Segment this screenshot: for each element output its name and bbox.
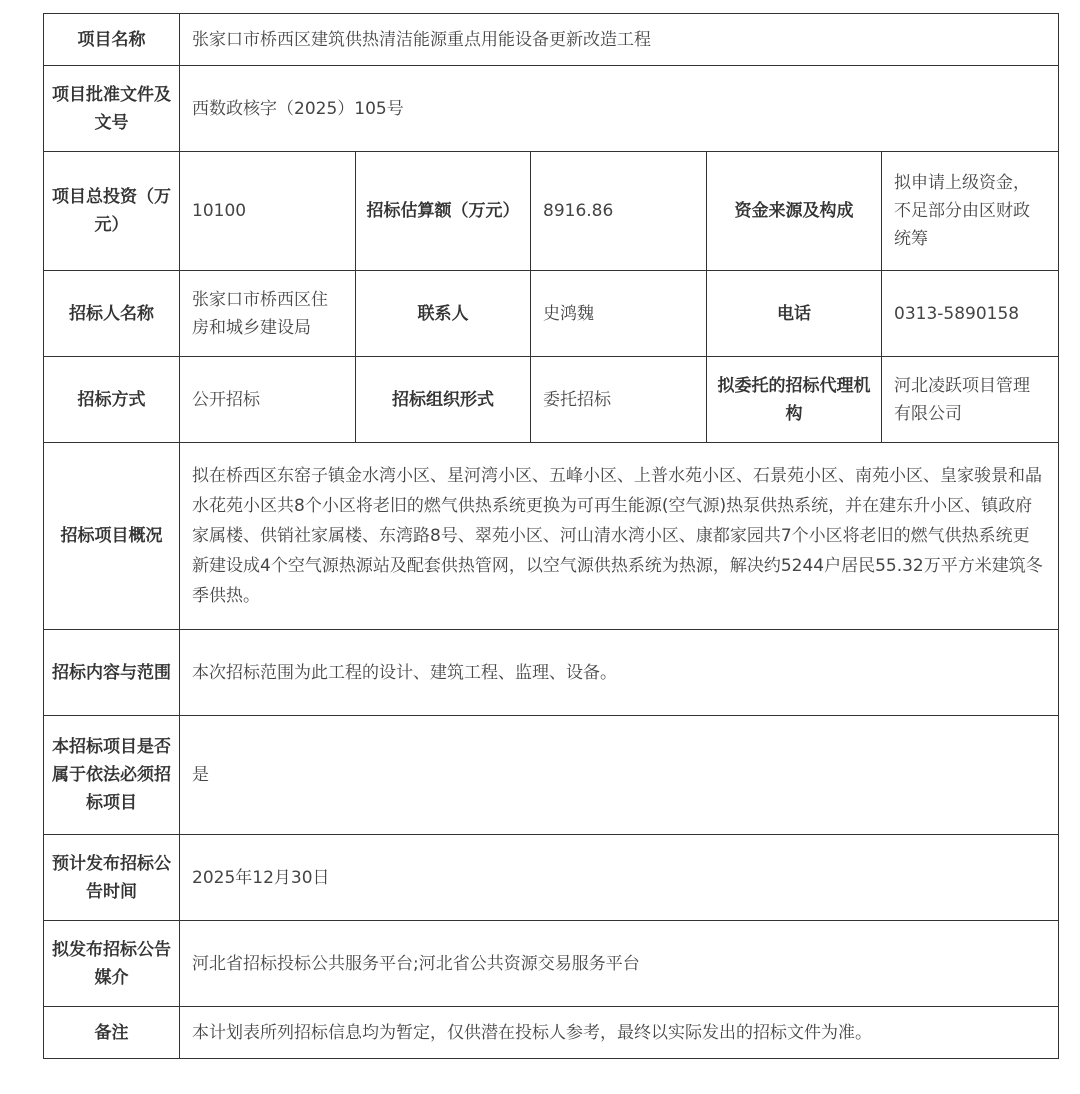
row-overview [44, 443, 1059, 630]
row-project-name [44, 14, 1059, 66]
phone-value: 0313-5890158 [882, 271, 1059, 357]
mandatory-value: 是 [180, 716, 1059, 835]
mandatory-label: 本招标项目是否属于依法必须招标项目 [44, 716, 180, 835]
agency-label: 拟委托的招标代理机构 [707, 357, 882, 443]
approval-doc-value: 西数政核字（2025）105号 [180, 66, 1059, 152]
row-approval-doc [44, 66, 1059, 152]
investment-label: 项目总投资（万元） [44, 152, 180, 271]
row-tenderer [44, 271, 1059, 357]
contact-value: 史鸿魏 [531, 271, 707, 357]
overview-label: 招标项目概况 [44, 443, 180, 630]
scope-value: 本次招标范围为此工程的设计、建筑工程、监理、设备。 [180, 630, 1059, 716]
publish-time-value: 2025年12月30日 [180, 835, 1059, 921]
row-remark [44, 1007, 1059, 1059]
funding-label: 资金来源及构成 [707, 152, 882, 271]
estimate-value: 8916.86 [531, 152, 707, 271]
row-scope [44, 630, 1059, 716]
row-publish-time [44, 835, 1059, 921]
media-value: 河北省招标投标公共服务平台;河北省公共资源交易服务平台 [180, 921, 1059, 1007]
remark-label: 备注 [44, 1007, 180, 1059]
tenderer-label: 招标人名称 [44, 271, 180, 357]
org-form-label: 招标组织形式 [356, 357, 531, 443]
row-media [44, 921, 1059, 1007]
remark-value: 本计划表所列招标信息均为暂定，仅供潜在投标人参考，最终以实际发出的招标文件为准。 [180, 1007, 1059, 1059]
row-investment [44, 152, 1059, 271]
funding-value: 拟申请上级资金，不足部分由区财政统筹 [882, 152, 1059, 271]
agency-value: 河北凌跃项目管理有限公司 [882, 357, 1059, 443]
estimate-label: 招标估算额（万元） [356, 152, 531, 271]
row-mandatory [44, 716, 1059, 835]
project-name-label: 项目名称 [44, 14, 180, 66]
tender-plan-table [43, 13, 1059, 1059]
investment-value: 10100 [180, 152, 356, 271]
tenderer-value: 张家口市桥西区住房和城乡建设局 [180, 271, 356, 357]
method-value: 公开招标 [180, 357, 356, 443]
contact-label: 联系人 [356, 271, 531, 357]
org-form-value: 委托招标 [531, 357, 707, 443]
method-label: 招标方式 [44, 357, 180, 443]
scope-label: 招标内容与范围 [44, 630, 180, 716]
overview-value: 拟在桥西区东窑子镇金水湾小区、星河湾小区、五峰小区、上普水苑小区、石景苑小区、南苑小区、皇家骏景和晶水花苑小区共8个小区将老旧的燃气供热系统更换为可再生能源(空气源)热泵供热系统，并在建东升小区、镇政府家属楼、供销社家属楼、东湾路8号、翠苑小区、河山清水湾小区、康都家园共7个小区将老旧的燃气供热系统更新建设成4个空气源热源站及配套供热管网，以空气源供热系统为热源，解决约5244户居民55.32万平方米建筑冬季供热。 [180, 443, 1059, 630]
media-label: 拟发布招标公告媒介 [44, 921, 180, 1007]
approval-doc-label: 项目批准文件及文号 [44, 66, 180, 152]
row-method [44, 357, 1059, 443]
project-name-value: 张家口市桥西区建筑供热清洁能源重点用能设备更新改造工程 [180, 14, 1059, 66]
publish-time-label: 预计发布招标公告时间 [44, 835, 180, 921]
phone-label: 电话 [707, 271, 882, 357]
